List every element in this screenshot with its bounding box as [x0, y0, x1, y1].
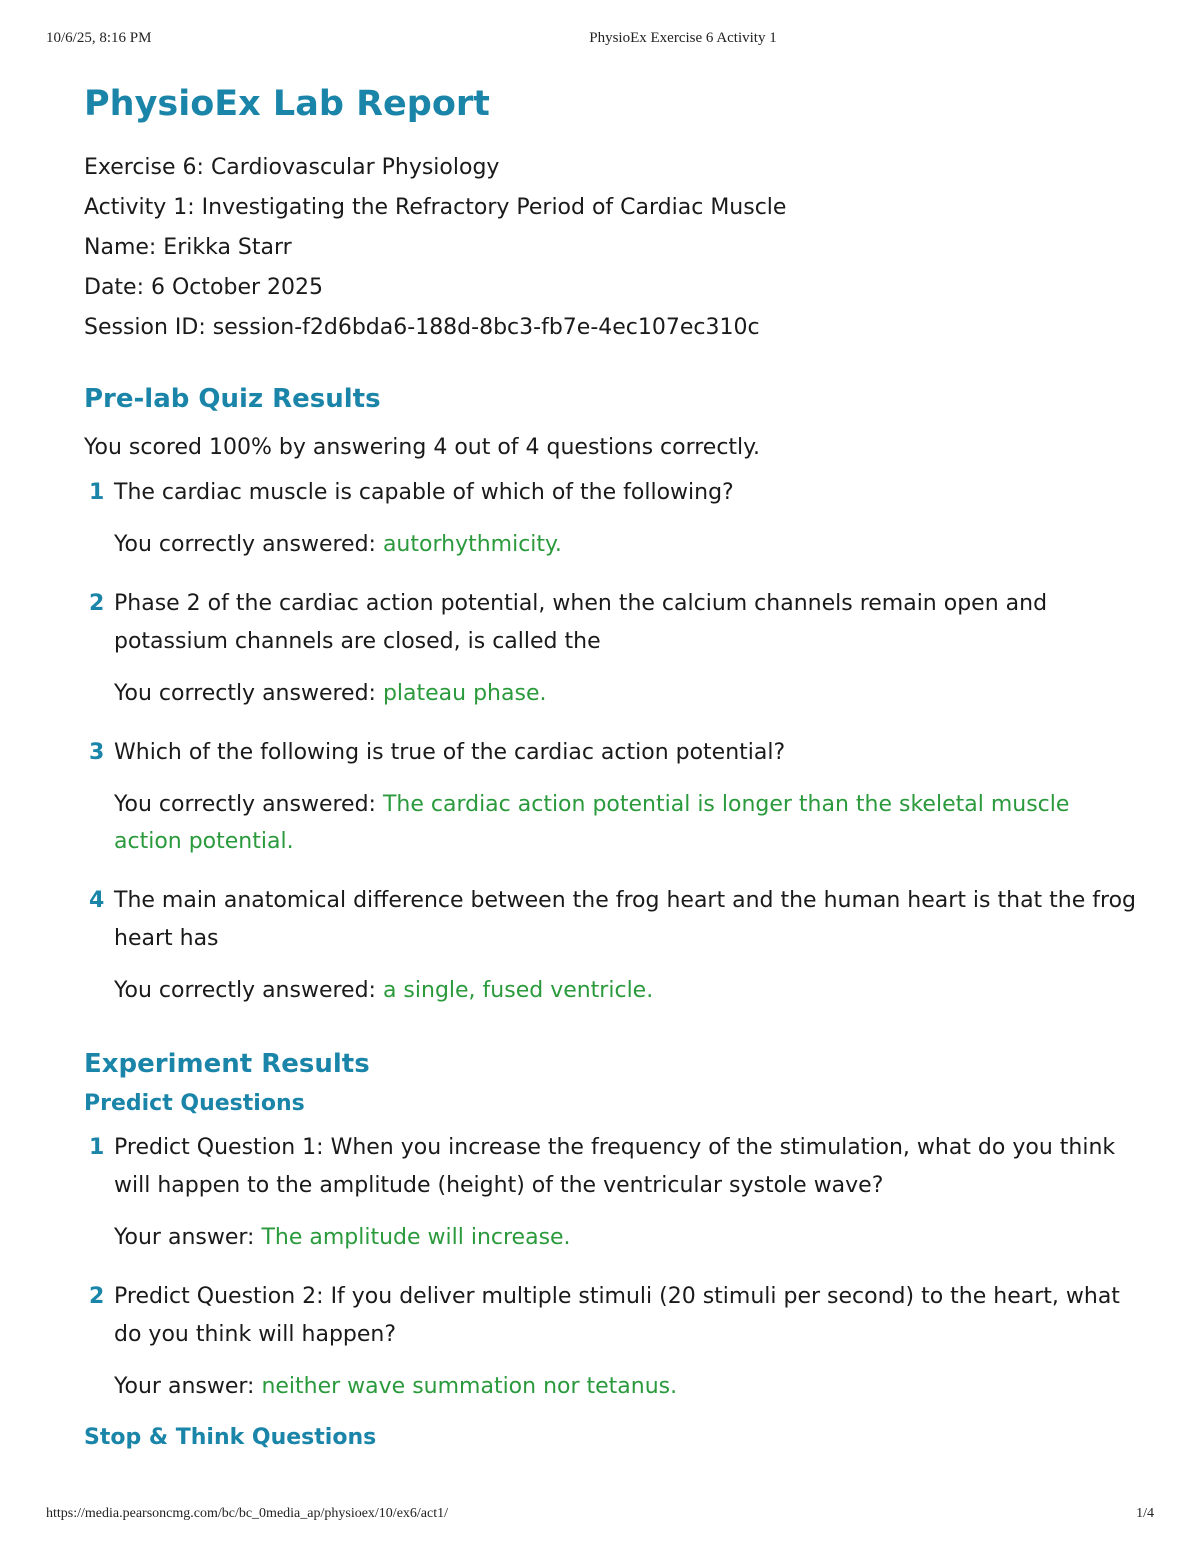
question-text: Phase 2 of the cardiac action potential, when the calcium channels remain open and potassium channels are closed, is called the	[114, 591, 1048, 654]
question-answer	[114, 1219, 1144, 1256]
question-number: 1	[89, 1135, 105, 1160]
exercise-line: Exercise 6: Cardiovascular Physiology	[84, 155, 500, 180]
question-text: The main anatomical difference between the frog heart and the human heart is that the frog heart has	[114, 888, 1137, 951]
prelab-question	[84, 585, 1144, 728]
answer-label: You correctly answered:	[114, 792, 383, 817]
answer-label: Your answer:	[114, 1225, 262, 1250]
predict-question-list	[84, 1129, 1144, 1421]
answer-value: a single, fused ventricle.	[382, 978, 654, 1003]
answer-label: You correctly answered:	[114, 532, 383, 557]
question-text: Which of the following is true of the cardiac action potential?	[114, 740, 786, 765]
answer-value: autorhythmicity.	[382, 532, 562, 557]
question-text: Predict Question 2: If you deliver multiple stimuli (20 stimuli per second) to the heart, what do you think will happen?	[114, 1284, 1120, 1347]
answer-value: plateau phase.	[382, 681, 547, 706]
question-number: 2	[89, 591, 105, 616]
question-answer	[114, 1368, 1144, 1405]
question-text: The cardiac muscle is capable of which of the following?	[114, 480, 734, 505]
prelab-score: You scored 100% by answering 4 out of 4 questions correctly.	[84, 435, 761, 460]
lab-report	[84, 82, 1144, 1455]
question-number: 3	[89, 740, 105, 765]
prelab-question	[84, 734, 1144, 876]
answer-label: You correctly answered:	[114, 681, 383, 706]
question-answer	[114, 526, 1144, 563]
print-footer-url: https://media.pearsoncmg.com/bc/bc_0media_ap/physioex/10/ex6/act1/	[46, 1506, 449, 1521]
question-number: 1	[89, 480, 105, 505]
question-number: 4	[89, 888, 105, 913]
activity-line: Activity 1: Investigating the Refractory Period of Cardiac Muscle	[84, 195, 787, 220]
prelab-heading: Pre-lab Quiz Results	[84, 384, 381, 414]
answer-value: neither wave summation nor tetanus.	[261, 1374, 678, 1399]
report-title: PhysioEx Lab Report	[84, 84, 490, 124]
question-answer	[114, 786, 1144, 860]
print-header-datetime: 10/6/25, 8:16 PM	[46, 30, 152, 46]
print-footer-page: 1/4	[1136, 1506, 1154, 1521]
print-header-title: PhysioEx Exercise 6 Activity 1	[589, 30, 777, 46]
answer-label: Your answer:	[114, 1374, 262, 1399]
stop-think-heading: Stop & Think Questions	[84, 1425, 377, 1450]
prelab-question	[84, 474, 1144, 579]
predict-question	[84, 1129, 1144, 1272]
answer-value: The amplitude will increase.	[261, 1225, 571, 1250]
name-line: Name: Erikka Starr	[84, 235, 292, 260]
answer-value: The cardiac action potential is longer than the skeletal muscle action potential.	[114, 792, 1070, 854]
prelab-question	[84, 882, 1144, 1025]
question-answer	[114, 675, 1144, 712]
question-text: Predict Question 1: When you increase the frequency of the stimulation, what do you think will happen to the amplitude (height) of the ventricular systole wave?	[114, 1135, 1116, 1198]
report-meta	[84, 148, 1144, 348]
answer-label: You correctly answered:	[114, 978, 383, 1003]
prelab-question-list	[84, 474, 1144, 1025]
session-id-line: Session ID: session-f2d6bda6-188d-8bc3-fb7e-4ec107ec310c	[84, 315, 760, 340]
experiment-results-heading: Experiment Results	[84, 1049, 370, 1079]
question-number: 2	[89, 1284, 105, 1309]
question-answer	[114, 972, 1144, 1009]
predict-question	[84, 1278, 1144, 1421]
predict-questions-heading: Predict Questions	[84, 1091, 305, 1116]
date-line: Date: 6 October 2025	[84, 275, 324, 300]
